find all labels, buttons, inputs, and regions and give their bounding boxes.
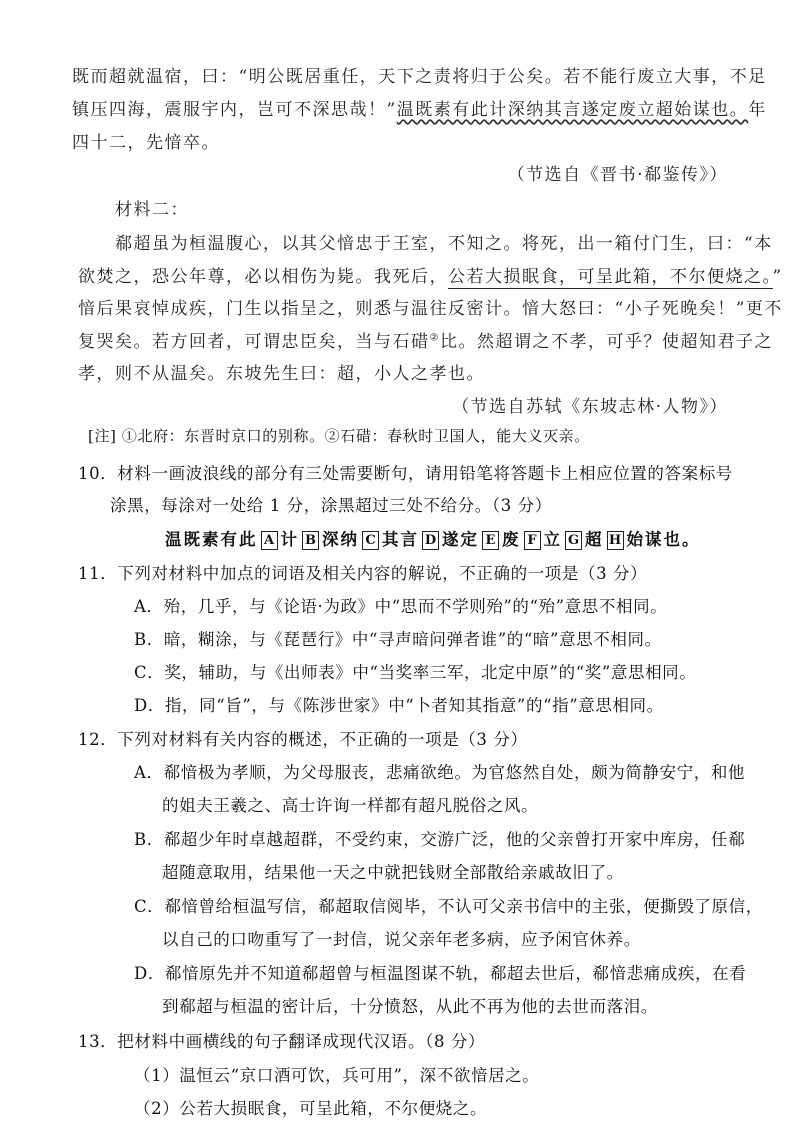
q12-option-d-line-1: D．郗愔原先并不知道郗超曾与桓温图谋不轨，郗超去世后，郗愔悲痛成疾，在看 [134, 964, 747, 983]
q12-option-c-line-1: C．郗愔曾给桓温写信，郗超取信阅毕，不认可父亲书信中的主张，便撕毁了原信， [134, 897, 763, 916]
q11-option-c: C．奖，辅助，与《出师表》中“当奖率三军，北定中原”的“奖”意思相同。 [134, 663, 697, 682]
material2-line-2-text: 欲焚之，恐公年尊，必以相伤为毙。我死后， [78, 267, 448, 287]
material2-title: 材料二： [115, 200, 189, 220]
material1-line-3: 四十二，先愔卒。 [72, 133, 220, 153]
answer-box-h[interactable]: H [607, 531, 624, 550]
material2-line-1: 郗超虽为桓温腹心，以其父愔忠于王室，不知之。将死，出一箱付门生，曰：“本 [115, 234, 773, 254]
segment: 超 [585, 530, 604, 549]
segment: 深纳 [322, 530, 359, 549]
footnote-marker: ② [429, 332, 440, 344]
underlined-sentence: 公若大损眠食，可呈此箱，不尔便烧之。 [448, 267, 773, 287]
closing-quote: ” [772, 267, 783, 287]
material1-source: （节选自《晋书·郗鉴传》） [507, 165, 728, 185]
answer-box-d[interactable]: D [422, 531, 439, 550]
segment: 温既素有此 [165, 530, 258, 549]
q12-option-d-line-2: 到郗超与桓温的密计后，十分愤怒，从此不再为他的去世而落泪。 [162, 997, 658, 1016]
q12-option-b-line-2: 超随意取用，结果他一天之中就把钱财全部散给亲戚故旧了。 [162, 863, 624, 882]
answer-box-e[interactable]: E [482, 531, 499, 550]
q13-item-2: （2）公若大损眠食，可呈此箱，不尔便烧之。 [134, 1099, 488, 1118]
answer-box-c[interactable]: C [362, 531, 379, 550]
material1-line-1: 既而超就温宿，曰：“明公既居重任，天下之责将归于公矣。若不能行废立大事，不足 [72, 67, 767, 87]
q10-segmented-sentence [165, 526, 701, 550]
material1-line-2 [72, 95, 767, 120]
q12-option-b-line-1: B．郗超少年时卓越超群，不受约束，交游广泛，他的父亲曾打开家中库房，任郗 [134, 830, 746, 849]
segment: 始谋也。 [626, 530, 701, 549]
material2-line-4 [78, 327, 773, 352]
footnote: [注] ①北府：东晋时京口的别称。②石碏：春秋时卫国人，能大义灭亲。 [88, 427, 590, 445]
answer-box-b[interactable]: B [302, 531, 319, 550]
q12-option-a-line-1: A．郗愔极为孝顺，为父母服丧，悲痛欲绝。为官悠然自处，颇为简静安宁，和他 [134, 763, 746, 782]
q10-stem-line-1: 10．材料一画波浪线的部分有三处需要断句，请用铅笔将答题卡上相应位置的答案标号 [78, 464, 733, 483]
q11-stem: 11．下列对材料中加点的词语及相关内容的解说，不正确的一项是（3 分） [78, 564, 648, 583]
material1-line-2-text: 镇压四海，震服宇内，岂可不深思哉！” [72, 100, 397, 120]
q13-stem: 13．把材料中画横线的句子翻译成现代汉语。（8 分） [78, 1032, 486, 1051]
material2-line-5: 孝，则不从温矣。东坡先生曰：超，小人之孝也。 [78, 364, 485, 384]
material2-line-4-rest: 比。然超谓之不孝，可乎？使超知君子之 [439, 332, 773, 352]
q12-option-a-line-2: 的姐夫王羲之、高士许询一样都有超凡脱俗之风。 [162, 796, 539, 815]
material2-line-4-text: 复哭矣。若方回者，可谓忠臣矣，当与石碏 [78, 332, 430, 352]
material2-line-3: 愔后果哀悼成疾，门生以指呈之，则悉与温往反密计。愔大怒曰：“小子死晚矣！”更不 [78, 299, 783, 319]
answer-box-f[interactable]: F [524, 531, 541, 550]
segment: 废 [502, 530, 521, 549]
q11-option-b: B．暗，糊涂，与《琵琶行》中“寻声暗问弹者谁”的“暗”意思不相同。 [134, 630, 662, 649]
segment: 遂定 [442, 530, 479, 549]
segment: 其言 [382, 530, 419, 549]
answer-box-a[interactable]: A [261, 531, 278, 550]
wavy-underlined-passage: 温既素有此计深纳其言遂定废立超始谋也。 [396, 100, 749, 120]
segment: 立 [543, 530, 562, 549]
material1-line-2-end: 年 [748, 100, 767, 120]
q10-stem-line-2: 涂黑，每涂对一处给 1 分，涂黑超过三处不给分。（3 分） [110, 496, 552, 515]
answer-box-g[interactable]: G [565, 531, 582, 550]
q13-item-1: （1）温恒云“京口酒可饮，兵可用”，深不欲愔居之。 [134, 1066, 540, 1085]
segment: 计 [280, 530, 299, 549]
material2-source: （节选自苏轼《东坡志林·人物》） [452, 397, 728, 417]
material2-line-2 [78, 262, 783, 287]
q11-option-d: D．指，同“旨”，与《陈涉世家》中“卜者知其指意”的“指”意思相同。 [134, 696, 664, 715]
q12-option-c-line-2: 以自己的口吻重写了一封信，说父亲年老多病，应予闲官休养。 [162, 930, 641, 949]
q12-stem: 12．下列对材料有关内容的概述，不正确的一项是（3 分） [78, 730, 528, 749]
q11-option-a: A．殆，几乎，与《论语·为政》中“思而不学则殆”的“殆”意思不相同。 [134, 597, 668, 616]
